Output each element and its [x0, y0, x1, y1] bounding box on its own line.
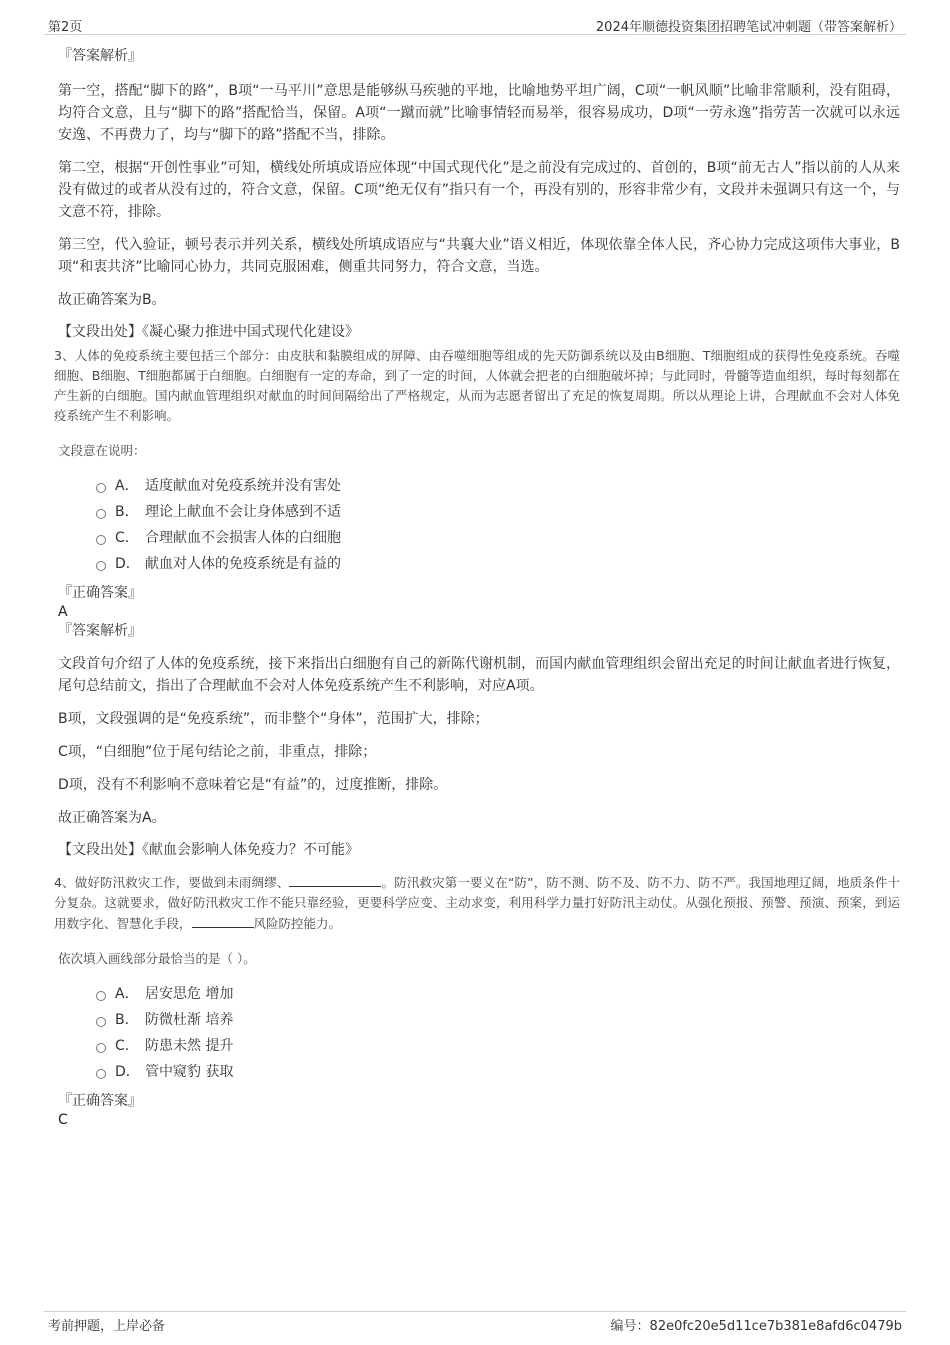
question-4-text-c: 风险防控能力。	[253, 916, 342, 931]
option-key: C．	[115, 530, 139, 546]
source-citation: 【文段出处】《献血会影响人体免疫力？不可能》	[58, 842, 359, 858]
question-3-prompt: 文段意在说明：	[58, 443, 146, 458]
radio-icon[interactable]	[96, 535, 106, 545]
page-content	[54, 44, 900, 1129]
page-header	[44, 14, 906, 35]
option-text: 理论上献血不会让身体感到不适	[145, 504, 341, 520]
option-key: D．	[115, 556, 140, 572]
option-text: 居安思危 增加	[145, 986, 234, 1002]
option-key: D．	[115, 1064, 140, 1080]
fill-blank-2[interactable]	[192, 913, 254, 928]
option-c[interactable]	[96, 525, 900, 551]
fill-blank-1[interactable]	[289, 872, 381, 887]
option-text: 防患未然 提升	[145, 1038, 234, 1054]
option-text: 适度献血对免疫系统并没有害处	[145, 478, 341, 494]
question-4-text-a: 4、做好防汛救灾工作，要做到未雨绸缪、	[54, 875, 290, 890]
radio-icon[interactable]	[96, 483, 106, 493]
option-key: C．	[115, 1038, 139, 1054]
option-key: B．	[115, 1012, 139, 1028]
option-text: 合理献血不会损害人体的白细胞	[145, 530, 341, 546]
footer-slogan: 考前押题，上岸必备	[48, 1319, 166, 1334]
analysis-conclusion: 故正确答案为B。	[58, 292, 166, 308]
question-4-text-b: 。防汛救灾第一要义在“防”，防不测、防不及、防不力、防不严。我国地理辽阔，地质条件十分复杂。这就要求，做好防汛救灾工作不能只靠经验，更要科学应变、主动求变，利用科学力量打好防汛主动仗。从强化预报、预警、预演、预案，到运用数字化、智慧化手段，	[54, 875, 900, 931]
option-key: A．	[115, 986, 139, 1002]
option-d[interactable]	[96, 1059, 900, 1085]
source-citation: 【文段出处】《凝心聚力推进中国式现代化建设》	[58, 324, 359, 340]
option-key: A．	[115, 478, 139, 494]
analysis-paragraph-1: 第一空，搭配“脚下的路”，B项“一马平川”意思是能够纵马疾驰的平地，比喻地势平坦广阔，C项“一帆风顺”比喻非常顺利，没有阻碍，均符合文意，且与“脚下的路”搭配恰当，保留。A项“一蹴而就”比喻事情轻而易举，很容易成功，D项“一劳永逸”指劳苦一次就可以永远安逸、不再费力了，均与“脚下的路”搭配不当，排除。	[58, 83, 900, 143]
question-4-text	[54, 872, 900, 934]
document-code: 编号：82e0fc20e5d11ce7b381e8afd6c0479b	[610, 1319, 902, 1334]
analysis-paragraph-2: B项，文段强调的是“免疫系统”，而非整个“身体”，范围扩大，排除；	[58, 711, 489, 727]
document-title: 2024年顺德投资集团招聘笔试冲刺题（带答案解析）	[595, 20, 902, 35]
option-a[interactable]	[96, 981, 900, 1007]
analysis-paragraph-4: D项，没有不利影响不意味着它是“有益”的，过度推断，排除。	[58, 777, 448, 793]
option-text: 防微杜渐 培养	[145, 1012, 234, 1028]
analysis-paragraph-2: 第二空，根据“开创性事业”可知，横线处所填成语应体现“中国式现代化”是之前没有完成过的、首创的，B项“前无古人”指以前的人从来没有做过的或者从没有过的，符合文意，保留。C项“绝无仅有”指只有一个，再没有别的，形容非常少有，文段并未强调只有这一个，与文意不符，排除。	[58, 160, 900, 220]
page-footer	[44, 1311, 906, 1334]
radio-icon[interactable]	[96, 1043, 106, 1053]
question-3-options	[96, 473, 900, 577]
analysis-paragraph-1: 文段首句介绍了人体的免疫系统，接下来指出白细胞有自己的新陈代谢机制，而国内献血管理组织会留出充足的时间让献血者进行恢复，尾句总结前文，指出了合理献血不会对人体免疫系统产生不利影响，对应A项。	[58, 656, 900, 694]
option-key: B．	[115, 504, 139, 520]
radio-icon[interactable]	[96, 991, 106, 1001]
radio-icon[interactable]	[96, 561, 106, 571]
option-a[interactable]	[96, 473, 900, 499]
correct-answer-label: 『正确答案』	[58, 585, 142, 601]
analysis-conclusion: 故正确答案为A。	[58, 810, 166, 826]
correct-answer: A	[58, 604, 68, 620]
analysis-label: 『答案解析』	[58, 48, 142, 64]
radio-icon[interactable]	[96, 1069, 106, 1079]
option-c[interactable]	[96, 1033, 900, 1059]
correct-answer: C	[58, 1112, 68, 1128]
analysis-label: 『答案解析』	[58, 623, 142, 639]
question-4-options	[96, 981, 900, 1085]
question-3-text: 3、人体的免疫系统主要包括三个部分：由皮肤和黏膜组成的屏障、由吞噬细胞等组成的先天防御系统以及由B细胞、T细胞组成的获得性免疫系统。吞噬细胞、B细胞、T细胞都属于白细胞。白细胞有一定的寿命，到了一定的时间，人体就会把老的白细胞破坏掉；与此同时，骨髓等造血组织，每时每刻都在产生新的白细胞。国内献血管理组织对献血的时间间隔给出了严格规定，从而为志愿者留出了充足的恢复周期。所以从理论上讲，合理献血不会对人体免疫系统产生不利影响。	[54, 348, 900, 423]
radio-icon[interactable]	[96, 1017, 106, 1027]
option-text: 管中窥豹 获取	[145, 1064, 234, 1080]
option-b[interactable]	[96, 1007, 900, 1033]
option-b[interactable]	[96, 499, 900, 525]
question-4-prompt: 依次填入画线部分最恰当的是（ ）。	[58, 951, 256, 966]
option-text: 献血对人体的免疫系统是有益的	[145, 556, 341, 572]
option-d[interactable]	[96, 551, 900, 577]
radio-icon[interactable]	[96, 509, 106, 519]
page-number: 第2页	[48, 20, 83, 35]
correct-answer-label: 『正确答案』	[58, 1093, 142, 1109]
analysis-paragraph-3: C项，“白细胞”位于尾句结论之前，非重点，排除；	[58, 744, 377, 760]
analysis-paragraph-3: 第三空，代入验证，顿号表示并列关系，横线处所填成语应与“共襄大业”语义相近，体现依靠全体人民，齐心协力完成这项伟大事业，B项“和衷共济”比喻同心协力，共同克服困难，侧重共同努力，符合文意，当选。	[58, 237, 900, 275]
